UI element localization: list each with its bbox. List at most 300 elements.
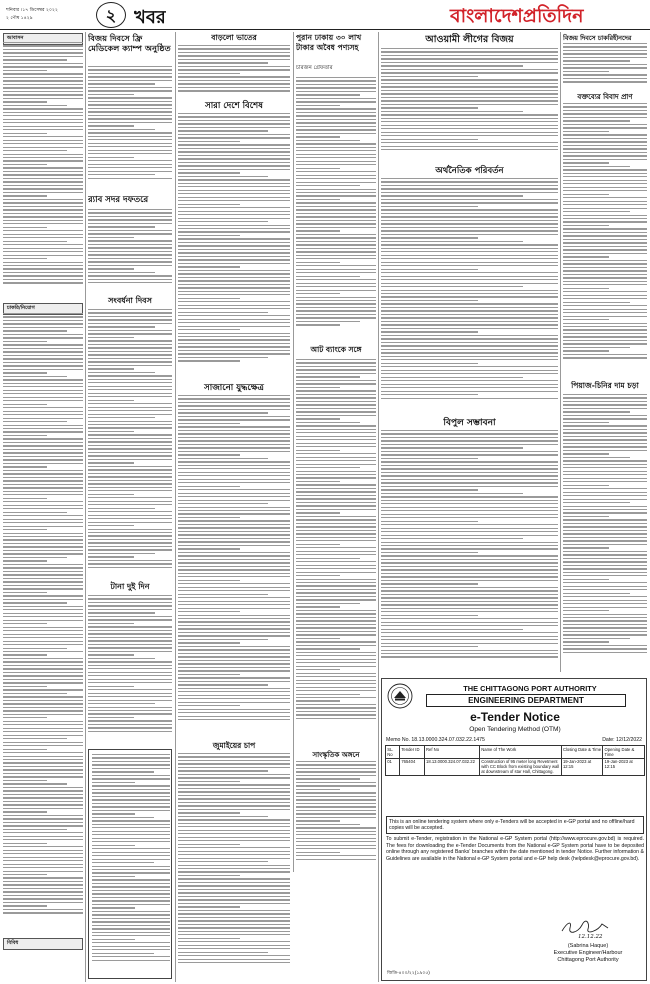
text-line	[92, 872, 170, 873]
text-line	[178, 552, 290, 553]
text-line	[178, 472, 290, 473]
text-line	[88, 146, 172, 147]
text-line	[563, 652, 647, 653]
text-line	[178, 284, 290, 285]
text-line	[381, 597, 558, 598]
text-line	[88, 125, 134, 126]
text-line	[178, 819, 290, 820]
text-line	[563, 488, 647, 489]
column-rule	[560, 32, 561, 672]
text-line	[296, 827, 376, 828]
tender-dept: ENGINEERING DEPARTMENT	[426, 694, 626, 707]
text-line	[3, 248, 83, 249]
text-line	[296, 789, 340, 790]
text-line	[88, 675, 172, 676]
text-line	[563, 519, 647, 520]
text-line	[178, 784, 290, 785]
text-line	[3, 45, 83, 46]
text-line	[178, 924, 290, 925]
text-line	[88, 143, 172, 144]
text-line	[3, 80, 83, 81]
text-line	[178, 507, 290, 508]
text-line	[381, 321, 558, 322]
text-line	[178, 116, 290, 117]
text-line	[3, 101, 47, 102]
text-line	[296, 87, 376, 88]
tender-org: THE CHITTAGONG PORT AUTHORITY	[463, 684, 597, 693]
text-line	[381, 507, 558, 508]
text-line	[178, 211, 290, 212]
text-line	[296, 778, 360, 779]
text-line	[381, 643, 558, 644]
text-line	[296, 164, 376, 165]
text-line	[178, 423, 240, 424]
text-line	[178, 273, 290, 274]
text-line	[88, 497, 172, 498]
text-line	[381, 510, 558, 511]
text-line	[178, 830, 290, 831]
text-line	[88, 80, 172, 81]
text-line	[381, 465, 558, 466]
text-line	[381, 307, 558, 308]
text-line	[296, 185, 360, 186]
text-line	[178, 259, 290, 260]
text-line	[296, 300, 376, 301]
headline-bazaar: বাড়লো ভাতের	[211, 33, 257, 42]
text-line	[3, 703, 83, 704]
text-line	[3, 658, 83, 659]
text-line	[178, 910, 290, 911]
text-line	[88, 171, 172, 172]
text-line	[296, 192, 376, 193]
text-line	[3, 505, 83, 506]
tender-memo: Memo No. 18.13.0000.324.07.032.22.1475	[386, 737, 485, 743]
text-line	[3, 613, 83, 614]
text-line	[178, 127, 290, 128]
text-line	[296, 523, 376, 524]
text-line	[3, 811, 47, 812]
text-line	[92, 942, 170, 943]
text-line	[563, 228, 647, 229]
text-line	[296, 585, 376, 586]
text-line	[296, 484, 376, 485]
text-line	[3, 728, 83, 729]
text-line	[3, 546, 83, 547]
text-line	[178, 635, 290, 636]
text-line	[296, 610, 376, 611]
text-line	[563, 309, 647, 310]
text-line	[3, 797, 83, 798]
text-line	[296, 806, 376, 807]
text-line	[178, 653, 290, 654]
text-line	[3, 724, 83, 725]
text-line	[92, 876, 135, 877]
text-line	[381, 451, 558, 452]
text-line	[3, 313, 83, 314]
text-line	[381, 69, 558, 70]
text-line	[178, 903, 290, 904]
text-line	[92, 883, 170, 884]
text-line	[178, 851, 290, 852]
text-line	[88, 640, 172, 641]
text-line	[3, 508, 83, 509]
text-line	[88, 240, 172, 241]
text-line	[178, 353, 290, 354]
text-line	[296, 655, 376, 656]
text-line	[381, 83, 558, 84]
text-line	[381, 296, 558, 297]
text-line	[381, 230, 558, 231]
text-line	[92, 796, 170, 797]
text-line	[88, 410, 172, 411]
text-line	[296, 624, 376, 625]
text-line	[3, 850, 83, 851]
text-line	[381, 398, 558, 399]
text-line	[563, 74, 647, 75]
text-line	[88, 174, 155, 175]
text-line	[178, 781, 240, 782]
text-line	[296, 638, 340, 639]
text-line	[296, 820, 340, 821]
text-line	[178, 882, 290, 883]
misc-ad-box	[88, 749, 172, 979]
text-line	[92, 953, 154, 954]
text-line	[563, 166, 630, 167]
text-line	[381, 622, 558, 623]
text-line	[296, 572, 376, 573]
text-line	[3, 693, 67, 694]
text-line	[178, 955, 290, 956]
text-line	[563, 246, 647, 247]
text-line	[178, 871, 290, 872]
text-line	[296, 129, 376, 130]
text-line	[178, 308, 290, 309]
text-line	[3, 491, 83, 492]
text-line	[296, 418, 340, 419]
text-line	[3, 742, 83, 743]
text-line	[3, 909, 83, 910]
text-line	[88, 469, 172, 470]
text-line	[178, 573, 290, 574]
text-line	[3, 358, 83, 359]
text-line	[296, 558, 360, 559]
text-line	[178, 555, 290, 556]
text-line	[92, 921, 170, 922]
text-line	[178, 559, 290, 560]
text-line	[88, 361, 172, 362]
text-line	[381, 468, 558, 469]
text-line	[3, 188, 83, 189]
text-line	[563, 432, 647, 433]
text-line	[178, 791, 290, 792]
text-line	[3, 634, 83, 635]
text-line	[88, 104, 172, 105]
text-line	[88, 598, 172, 599]
text-line	[3, 721, 83, 722]
text-line	[3, 661, 83, 662]
text-line	[178, 816, 268, 817]
text-line	[178, 767, 290, 768]
text-line	[296, 579, 376, 580]
text-line	[381, 569, 558, 570]
text-line	[3, 843, 47, 844]
text-line	[381, 181, 558, 182]
text-line	[3, 181, 83, 182]
tender-subtitle: Open Tendering Method (OTM)	[469, 726, 561, 733]
text-line	[92, 757, 170, 758]
text-line	[563, 418, 647, 419]
text-line	[92, 778, 170, 779]
text-line	[3, 435, 47, 436]
text-line	[178, 681, 290, 682]
text-line	[563, 593, 630, 594]
text-line	[178, 670, 290, 671]
text-line	[178, 531, 290, 532]
text-line	[88, 689, 172, 690]
text-line	[563, 60, 630, 61]
text-line	[563, 316, 647, 317]
text-line	[88, 212, 172, 213]
text-line	[296, 768, 376, 769]
text-line	[88, 529, 172, 530]
text-line	[563, 218, 647, 219]
page-number: ২	[105, 6, 117, 25]
text-line	[563, 323, 647, 324]
text-line	[88, 312, 172, 313]
text-line	[3, 783, 67, 784]
text-line	[563, 270, 647, 271]
text-line	[296, 251, 376, 252]
story-economic-body	[381, 178, 558, 410]
text-line	[178, 503, 268, 504]
text-line	[381, 269, 478, 270]
text-line	[178, 875, 240, 876]
text-line	[3, 588, 83, 589]
text-line	[3, 578, 83, 579]
text-line	[296, 101, 376, 102]
text-line	[3, 59, 67, 60]
text-line	[563, 634, 647, 635]
text-line	[563, 347, 630, 348]
story-bazaar-body	[178, 45, 290, 95]
text-line	[88, 254, 172, 255]
text-line	[178, 861, 268, 862]
text-line	[296, 554, 376, 555]
text-line	[3, 874, 47, 875]
text-line	[563, 530, 647, 531]
text-line	[563, 589, 647, 590]
text-line	[563, 610, 609, 611]
right-column	[563, 33, 647, 673]
text-line	[381, 65, 523, 66]
text-line	[178, 66, 290, 67]
text-line	[381, 542, 558, 543]
text-line	[3, 515, 83, 516]
text-line	[3, 227, 47, 228]
text-line	[296, 376, 360, 377]
text-line	[92, 869, 170, 870]
text-line	[88, 178, 172, 179]
masthead-logo: বাংলাদেশপ্রতিদিন	[450, 5, 584, 27]
text-line	[3, 860, 83, 861]
text-line	[296, 471, 376, 472]
text-line	[178, 245, 290, 246]
text-line	[3, 150, 67, 151]
text-line	[92, 754, 170, 755]
text-line	[178, 709, 290, 710]
text-line	[178, 663, 290, 664]
text-line	[92, 932, 170, 933]
text-line	[178, 430, 290, 431]
text-line	[3, 355, 83, 356]
text-line	[88, 69, 172, 70]
text-line	[563, 408, 647, 409]
text-line	[88, 462, 134, 463]
text-line	[563, 638, 630, 639]
text-line	[381, 580, 558, 581]
text-line	[92, 960, 170, 961]
text-line	[296, 831, 376, 832]
text-line	[296, 596, 376, 597]
text-line	[92, 928, 170, 929]
text-line	[3, 536, 83, 537]
text-line	[178, 583, 290, 584]
classified-ads-jobs	[3, 313, 83, 968]
text-line	[3, 839, 83, 840]
text-line	[178, 48, 290, 49]
text-line	[88, 595, 172, 596]
text-line	[381, 562, 558, 563]
text-line	[3, 539, 83, 540]
text-line	[92, 841, 170, 842]
text-line	[178, 601, 290, 602]
text-line	[92, 817, 154, 818]
text-line	[88, 720, 172, 721]
text-line	[88, 466, 172, 467]
text-line	[88, 330, 172, 331]
text-line	[92, 845, 135, 846]
text-line	[296, 855, 376, 856]
text-line	[563, 446, 647, 447]
text-line	[88, 421, 172, 422]
text-line	[563, 232, 647, 233]
text-line	[296, 718, 376, 719]
text-line	[296, 237, 376, 238]
tender-date: Date: 12/12/2022	[602, 737, 642, 743]
text-line	[3, 397, 83, 398]
text-line	[178, 517, 240, 518]
text-line	[381, 576, 558, 577]
text-line	[296, 314, 376, 315]
text-line	[3, 529, 47, 530]
text-line	[381, 611, 558, 612]
text-line	[3, 846, 83, 847]
text-line	[178, 632, 290, 633]
text-line	[3, 648, 67, 649]
text-line	[178, 952, 268, 953]
text-line	[296, 613, 376, 614]
text-line	[3, 574, 83, 575]
classified-heading-housing: আবাসন	[3, 33, 83, 45]
text-line	[3, 56, 83, 57]
text-line	[296, 634, 376, 635]
text-line	[178, 621, 290, 622]
text-line	[88, 393, 172, 394]
text-line	[88, 389, 172, 390]
text-line	[88, 441, 172, 442]
text-line	[296, 519, 376, 520]
text-line	[381, 356, 558, 357]
text-line	[381, 531, 558, 532]
text-line	[563, 627, 647, 628]
text-line	[88, 115, 172, 116]
text-line	[296, 533, 376, 534]
text-line	[563, 586, 647, 587]
text-line	[92, 956, 170, 957]
text-line	[88, 279, 172, 280]
text-line	[178, 329, 240, 330]
text-line	[88, 326, 155, 327]
text-line	[178, 702, 290, 703]
text-line	[3, 174, 83, 175]
text-line	[178, 854, 290, 855]
text-line	[296, 297, 376, 298]
text-line	[563, 298, 647, 299]
text-line	[3, 533, 83, 534]
text-line	[296, 761, 376, 762]
story-right-top-body	[563, 43, 647, 87]
text-line	[88, 118, 172, 119]
text-line	[3, 815, 83, 816]
text-line	[3, 268, 83, 269]
cell-ref: 18.13.0000.324.07.032.22	[424, 758, 479, 776]
text-line	[3, 129, 83, 130]
text-line	[296, 481, 340, 482]
text-line	[92, 785, 170, 786]
text-line	[3, 428, 83, 429]
text-line	[381, 118, 558, 119]
text-line	[3, 154, 83, 155]
text-line	[3, 160, 83, 161]
text-line	[381, 93, 558, 94]
text-line	[296, 175, 376, 176]
text-line	[178, 280, 290, 281]
text-line	[88, 237, 134, 238]
text-line	[563, 194, 609, 195]
text-line	[563, 242, 647, 243]
subhead-dhaka: চারজন গ্রেফতার	[296, 65, 333, 71]
text-line	[178, 73, 240, 74]
text-line	[88, 316, 172, 317]
text-line	[381, 514, 558, 515]
text-line	[178, 123, 290, 124]
text-line	[381, 430, 558, 431]
text-line	[296, 450, 340, 451]
text-line	[88, 167, 172, 168]
text-line	[381, 202, 558, 203]
text-line	[3, 230, 83, 231]
text-line	[178, 541, 290, 542]
text-line	[178, 667, 290, 668]
text-line	[3, 780, 47, 781]
cell-closing: 19-Jan-2023 at 12:15	[561, 758, 603, 776]
story-bank-body	[296, 359, 376, 744]
text-line	[178, 87, 290, 88]
text-line	[3, 456, 83, 457]
text-line	[3, 756, 83, 757]
text-line	[296, 213, 376, 214]
text-line	[563, 169, 647, 170]
